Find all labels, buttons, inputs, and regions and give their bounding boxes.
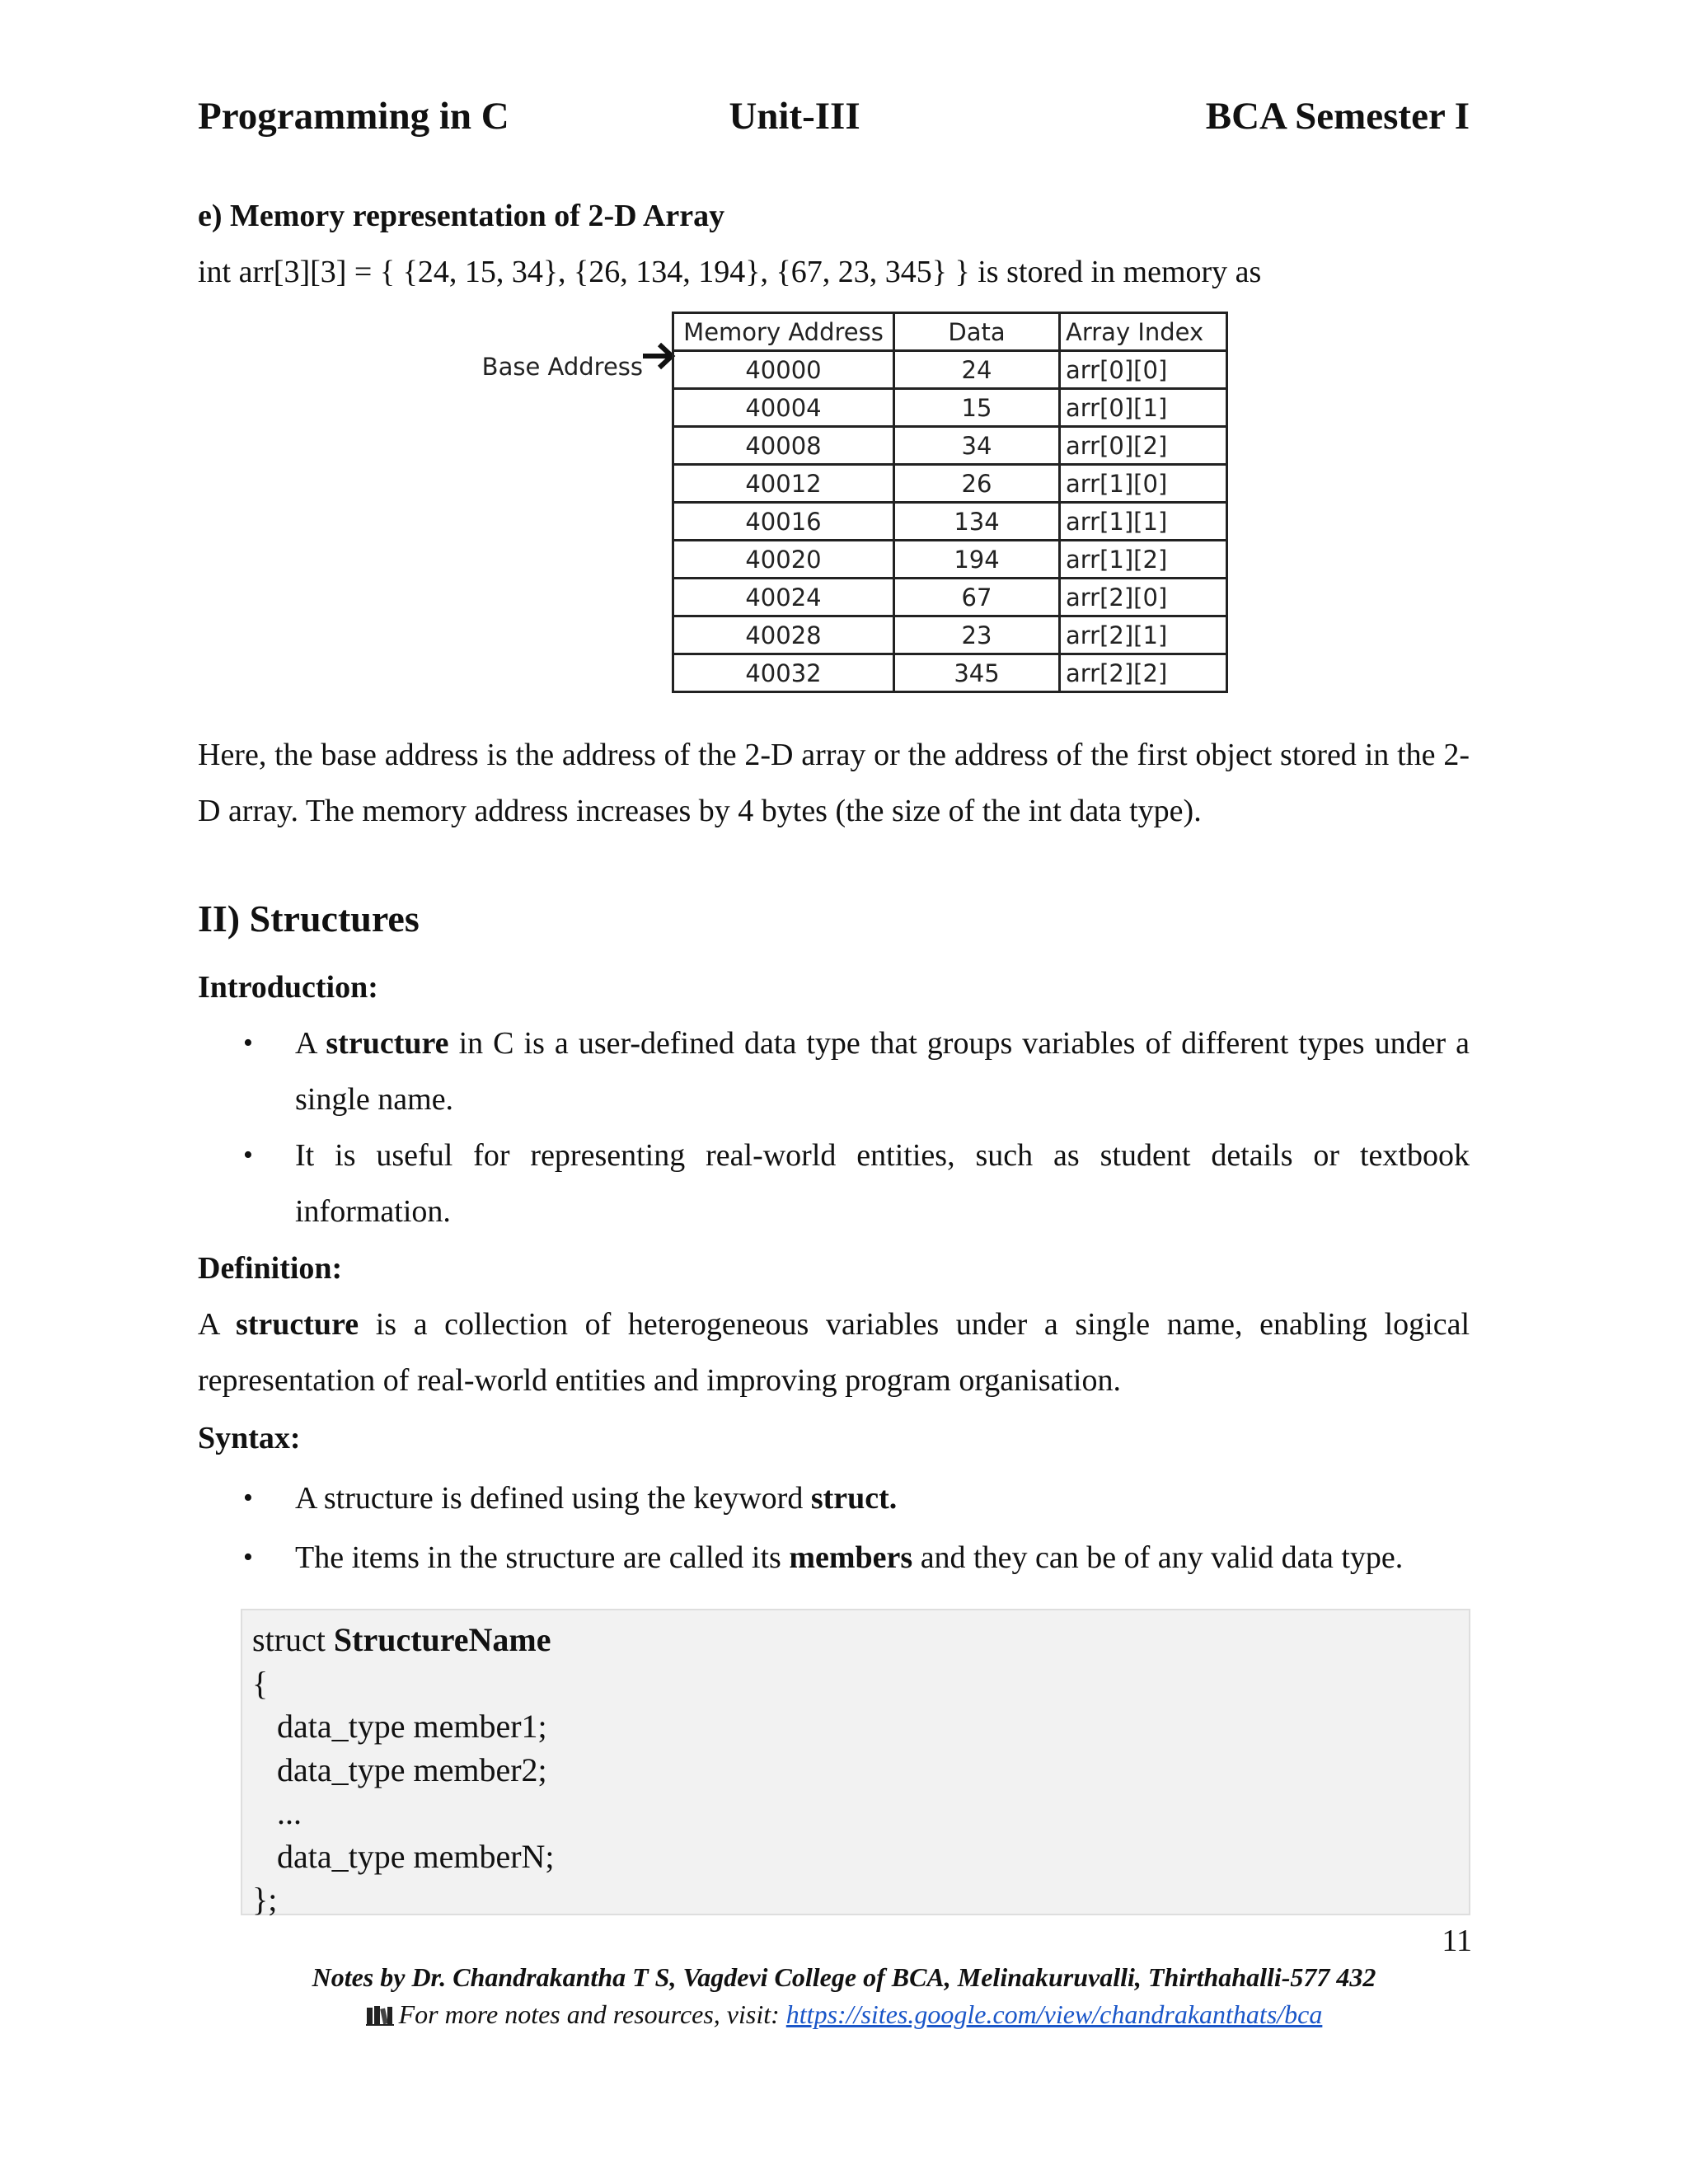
memory-address-cell: 40024 [673, 579, 894, 616]
header-unit: Unit-III [729, 95, 860, 138]
data-cell: 345 [894, 654, 1060, 692]
column-header-array-index: Array Index [1060, 313, 1227, 351]
data-cell: 67 [894, 579, 1060, 616]
memory-address-cell: 40000 [673, 351, 894, 389]
memory-address-cell: 40004 [673, 389, 894, 427]
code-line: data_type member1; [252, 1708, 547, 1745]
memory-address-cell: 40008 [673, 427, 894, 465]
list-item: • It is useful for representing real-world entities, such as student details or textbook information. [198, 1127, 1470, 1240]
table-header-row [673, 313, 1227, 351]
array-index-cell: arr[2][0] [1060, 579, 1227, 616]
data-cell: 23 [894, 616, 1060, 654]
syntax-list [198, 1469, 1470, 1587]
data-cell: 24 [894, 351, 1060, 389]
struct-syntax-code-block [241, 1609, 1470, 1918]
column-header-data: Data [894, 313, 1060, 351]
definition-text: A structure is a collection of heterogeneous variables under a single name, enabling logical representation of real-world entities and improving program organisation. [198, 1307, 1470, 1398]
code-line: data_type member2; [252, 1750, 547, 1788]
memory-table [672, 312, 1228, 693]
header-semester: BCA Semester I [1205, 95, 1470, 138]
table-row [673, 579, 1227, 616]
column-header-memory-address: Memory Address [673, 313, 894, 351]
array-index-cell: arr[1][2] [1060, 541, 1227, 579]
base-address-explanation: Here, the base address is the address of the 2-D array or the address of the first object stored in the 2-D array. The memory address increases by 4 bytes (the size of the int data type). [198, 738, 1470, 828]
page-number: 11 [1442, 1924, 1472, 1958]
array-index-cell: arr[2][2] [1060, 654, 1227, 692]
right-arrow-icon [610, 340, 676, 373]
list-item: • A structure in C is a user-defined data type that groups variables of different types under a single name. [198, 1015, 1470, 1127]
data-cell: 194 [894, 541, 1060, 579]
code-line: struct StructureName [252, 1621, 551, 1658]
table-row [673, 503, 1227, 541]
base-address-label: Base Address [481, 353, 643, 381]
data-cell: 15 [894, 389, 1060, 427]
array-index-cell: arr[1][0] [1060, 465, 1227, 503]
header-course-title: Programming in C [198, 95, 509, 138]
memory-diagram [441, 312, 1265, 724]
bullet-icon: • [243, 1140, 253, 1170]
bullet-icon: • [243, 1483, 253, 1513]
array-index-cell: arr[0][0] [1060, 351, 1227, 389]
code-line: }; [252, 1881, 278, 1918]
table-row [673, 541, 1227, 579]
table-row [673, 427, 1227, 465]
footer-resources [0, 2001, 1688, 2027]
memory-address-cell: 40012 [673, 465, 894, 503]
data-cell: 34 [894, 427, 1060, 465]
bullet-icon: • [243, 1542, 253, 1572]
data-cell: 26 [894, 465, 1060, 503]
syntax-heading: Syntax: [198, 1421, 301, 1455]
data-cell: 134 [894, 503, 1060, 541]
introduction-heading: Introduction: [198, 970, 378, 1005]
table-row [673, 654, 1227, 692]
introduction-list [198, 1015, 1470, 1240]
array-index-cell: arr[0][2] [1060, 427, 1227, 465]
memory-address-cell: 40032 [673, 654, 894, 692]
definition-heading: Definition: [198, 1251, 343, 1286]
table-row [673, 351, 1227, 389]
memory-address-cell: 40016 [673, 503, 894, 541]
list-item: • A structure is defined using the keyword struct. [198, 1469, 1470, 1528]
array-declaration: int arr[3][3] = { {24, 15, 34}, {26, 134, 194}, {67, 23, 345} } is stored in memory as [198, 255, 1262, 289]
list-item: • The items in the structure are called its members and they can be of any valid data type. [198, 1528, 1470, 1587]
code-line: data_type memberN; [252, 1837, 555, 1875]
section-title-structures: II) Structures [198, 898, 420, 940]
resources-link[interactable]: https://sites.google.com/view/chandrakanthats/bca [785, 1999, 1323, 2029]
table-row [673, 616, 1227, 654]
footer-author-note: Notes by Dr. Chandrakantha T S, Vagdevi College of BCA, Melinakuruvalli, Thirthahalli-577 432 [312, 1962, 1376, 1992]
memory-address-cell: 40028 [673, 616, 894, 654]
code-line: ... [252, 1794, 302, 1831]
table-row [673, 465, 1227, 503]
books-icon [366, 2004, 394, 2026]
table-row [673, 389, 1227, 427]
section-heading-memory-representation: e) Memory representation of 2-D Array [198, 199, 725, 233]
code-line: { [252, 1664, 269, 1702]
bullet-icon: • [243, 1028, 253, 1058]
array-index-cell: arr[1][1] [1060, 503, 1227, 541]
footer-visit-text: For more notes and resources, visit: [398, 1999, 786, 2029]
array-index-cell: arr[2][1] [1060, 616, 1227, 654]
memory-address-cell: 40020 [673, 541, 894, 579]
array-index-cell: arr[0][1] [1060, 389, 1227, 427]
